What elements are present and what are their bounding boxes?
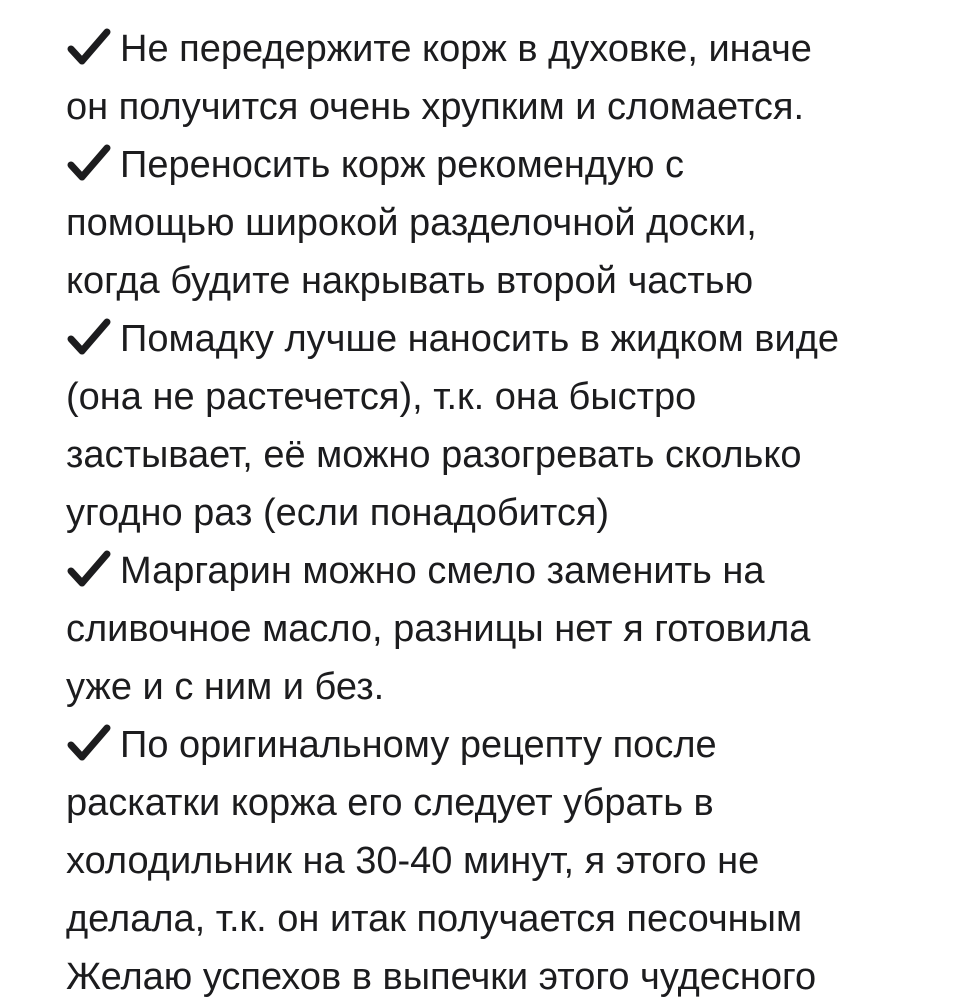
tip-2-line-3: когда будите накрывать второй частью xyxy=(66,260,754,302)
tip-5-line-1: По оригинальному рецепту после xyxy=(66,716,717,774)
check-mark-icon xyxy=(66,723,118,763)
tip-2-line-1: Переносить корж рекомендую с xyxy=(66,136,684,194)
tip-4-line-2: сливочное масло, разницы нет я готовила xyxy=(66,608,811,650)
tip-1-line-1: Не передержите корж в духовке, иначе xyxy=(66,20,812,78)
check-mark-icon xyxy=(66,143,118,183)
check-mark-icon xyxy=(66,549,118,589)
tip-4-line-3: уже и с ним и без. xyxy=(66,666,385,708)
tip-3-line-2: (она не растечется), т.к. она быстро xyxy=(66,376,697,418)
tip-5-line-3: холодильник на 30-40 минут, я этого не xyxy=(66,840,760,882)
tip-1-line-2: он получится очень хрупким и сломается. xyxy=(66,86,805,128)
tip-3-line-1: Помадку лучше наносить в жидком виде xyxy=(66,310,839,368)
tip-2-line-2: помощью широкой разделочной доски, xyxy=(66,202,757,244)
check-mark-icon xyxy=(66,317,118,357)
tip-5-line-4: делала, т.к. он итак получается песочным xyxy=(66,898,803,940)
tip-3-line-3: застывает, её можно разогревать сколько xyxy=(66,434,802,476)
closing-line: Желаю успехов в выпечки этого чудесного xyxy=(66,956,817,998)
tip-5-line-2: раскатки коржа его следует убрать в xyxy=(66,782,714,824)
check-mark-icon xyxy=(66,27,118,67)
tip-4-line-1: Маргарин можно смело заменить на xyxy=(66,542,765,600)
tip-3-line-4: угодно раз (если понадобится) xyxy=(66,492,610,534)
